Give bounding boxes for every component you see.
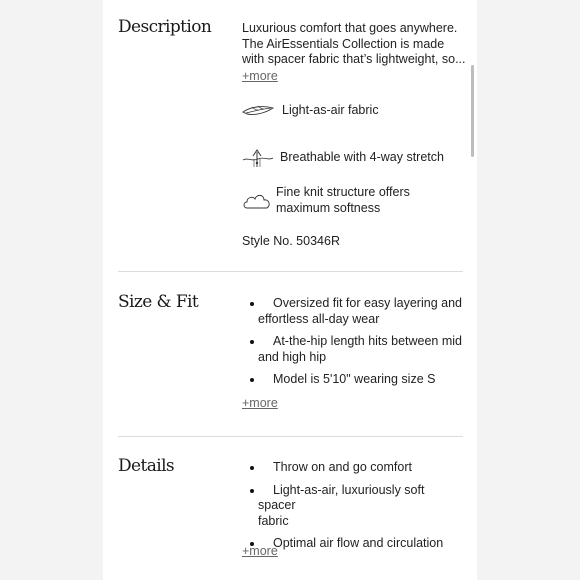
list-item bbox=[250, 460, 465, 476]
section-divider bbox=[118, 436, 463, 437]
bullet-line: Optimal air flow and circulation bbox=[273, 536, 444, 550]
product-info-panel bbox=[103, 0, 477, 580]
size-fit-section bbox=[118, 292, 463, 422]
feature-line: maximum softness bbox=[276, 200, 381, 215]
size-fit-more-link[interactable]: +more bbox=[242, 396, 278, 410]
bullet-dot bbox=[250, 378, 254, 382]
details-section bbox=[118, 456, 463, 580]
bullet-line: Oversized fit for easy layering and bbox=[273, 296, 462, 310]
bullet-dot bbox=[250, 340, 254, 344]
bullet-dot bbox=[250, 489, 254, 493]
list-item bbox=[250, 296, 465, 327]
stretch-arrows-icon bbox=[242, 147, 274, 169]
feature-breathable-stretch bbox=[242, 147, 468, 169]
description-text bbox=[242, 21, 468, 68]
description-line: with spacer fabric that’s lightweight, so... bbox=[242, 52, 466, 66]
details-bullets bbox=[250, 460, 465, 552]
feature-label: Light-as-air fabric bbox=[282, 103, 379, 118]
bullet-dot bbox=[250, 302, 254, 306]
description-section bbox=[118, 17, 466, 257]
feature-light-fabric bbox=[242, 103, 468, 119]
details-body bbox=[250, 460, 465, 559]
section-divider bbox=[118, 271, 463, 272]
bullet-dot bbox=[250, 466, 254, 470]
description-more-link[interactable]: +more bbox=[242, 68, 278, 83]
feature-line: Fine knit structure offers bbox=[276, 185, 410, 199]
scrollbar-thumb[interactable] bbox=[471, 65, 474, 157]
bullet-line: Throw on and go comfort bbox=[273, 460, 412, 474]
description-line: Luxurious comfort that goes anywhere. bbox=[242, 21, 458, 35]
list-item bbox=[250, 334, 465, 365]
size-fit-bullets bbox=[250, 296, 465, 388]
list-item bbox=[250, 483, 465, 530]
feature-label bbox=[276, 185, 410, 216]
description-heading: Description bbox=[118, 17, 212, 37]
bullet-line: Model is 5'10" wearing size S bbox=[273, 372, 436, 386]
feature-label: Breathable with 4-way stretch bbox=[280, 150, 444, 165]
feature-fine-knit bbox=[242, 185, 468, 216]
bullet-line: At-the-hip length hits between mid bbox=[273, 334, 462, 348]
cloud-icon bbox=[242, 191, 272, 211]
size-fit-heading: Size & Fit bbox=[118, 292, 199, 312]
bullet-line: effortless all-day wear bbox=[258, 311, 380, 326]
details-heading: Details bbox=[118, 456, 175, 476]
bullet-line: Light-as-air, luxuriously soft spacer bbox=[258, 482, 425, 512]
list-item bbox=[250, 536, 465, 552]
feather-icon bbox=[242, 103, 274, 119]
bullet-line: and high hip bbox=[258, 349, 327, 364]
bullet-line: fabric bbox=[258, 513, 289, 528]
size-fit-body bbox=[250, 296, 465, 395]
details-more-link[interactable]: +more bbox=[242, 544, 278, 558]
list-item bbox=[250, 372, 465, 388]
style-number: Style No. 50346R bbox=[242, 234, 340, 248]
description-line: The AirEssentials Collection is made bbox=[242, 36, 445, 51]
description-body bbox=[242, 21, 468, 84]
